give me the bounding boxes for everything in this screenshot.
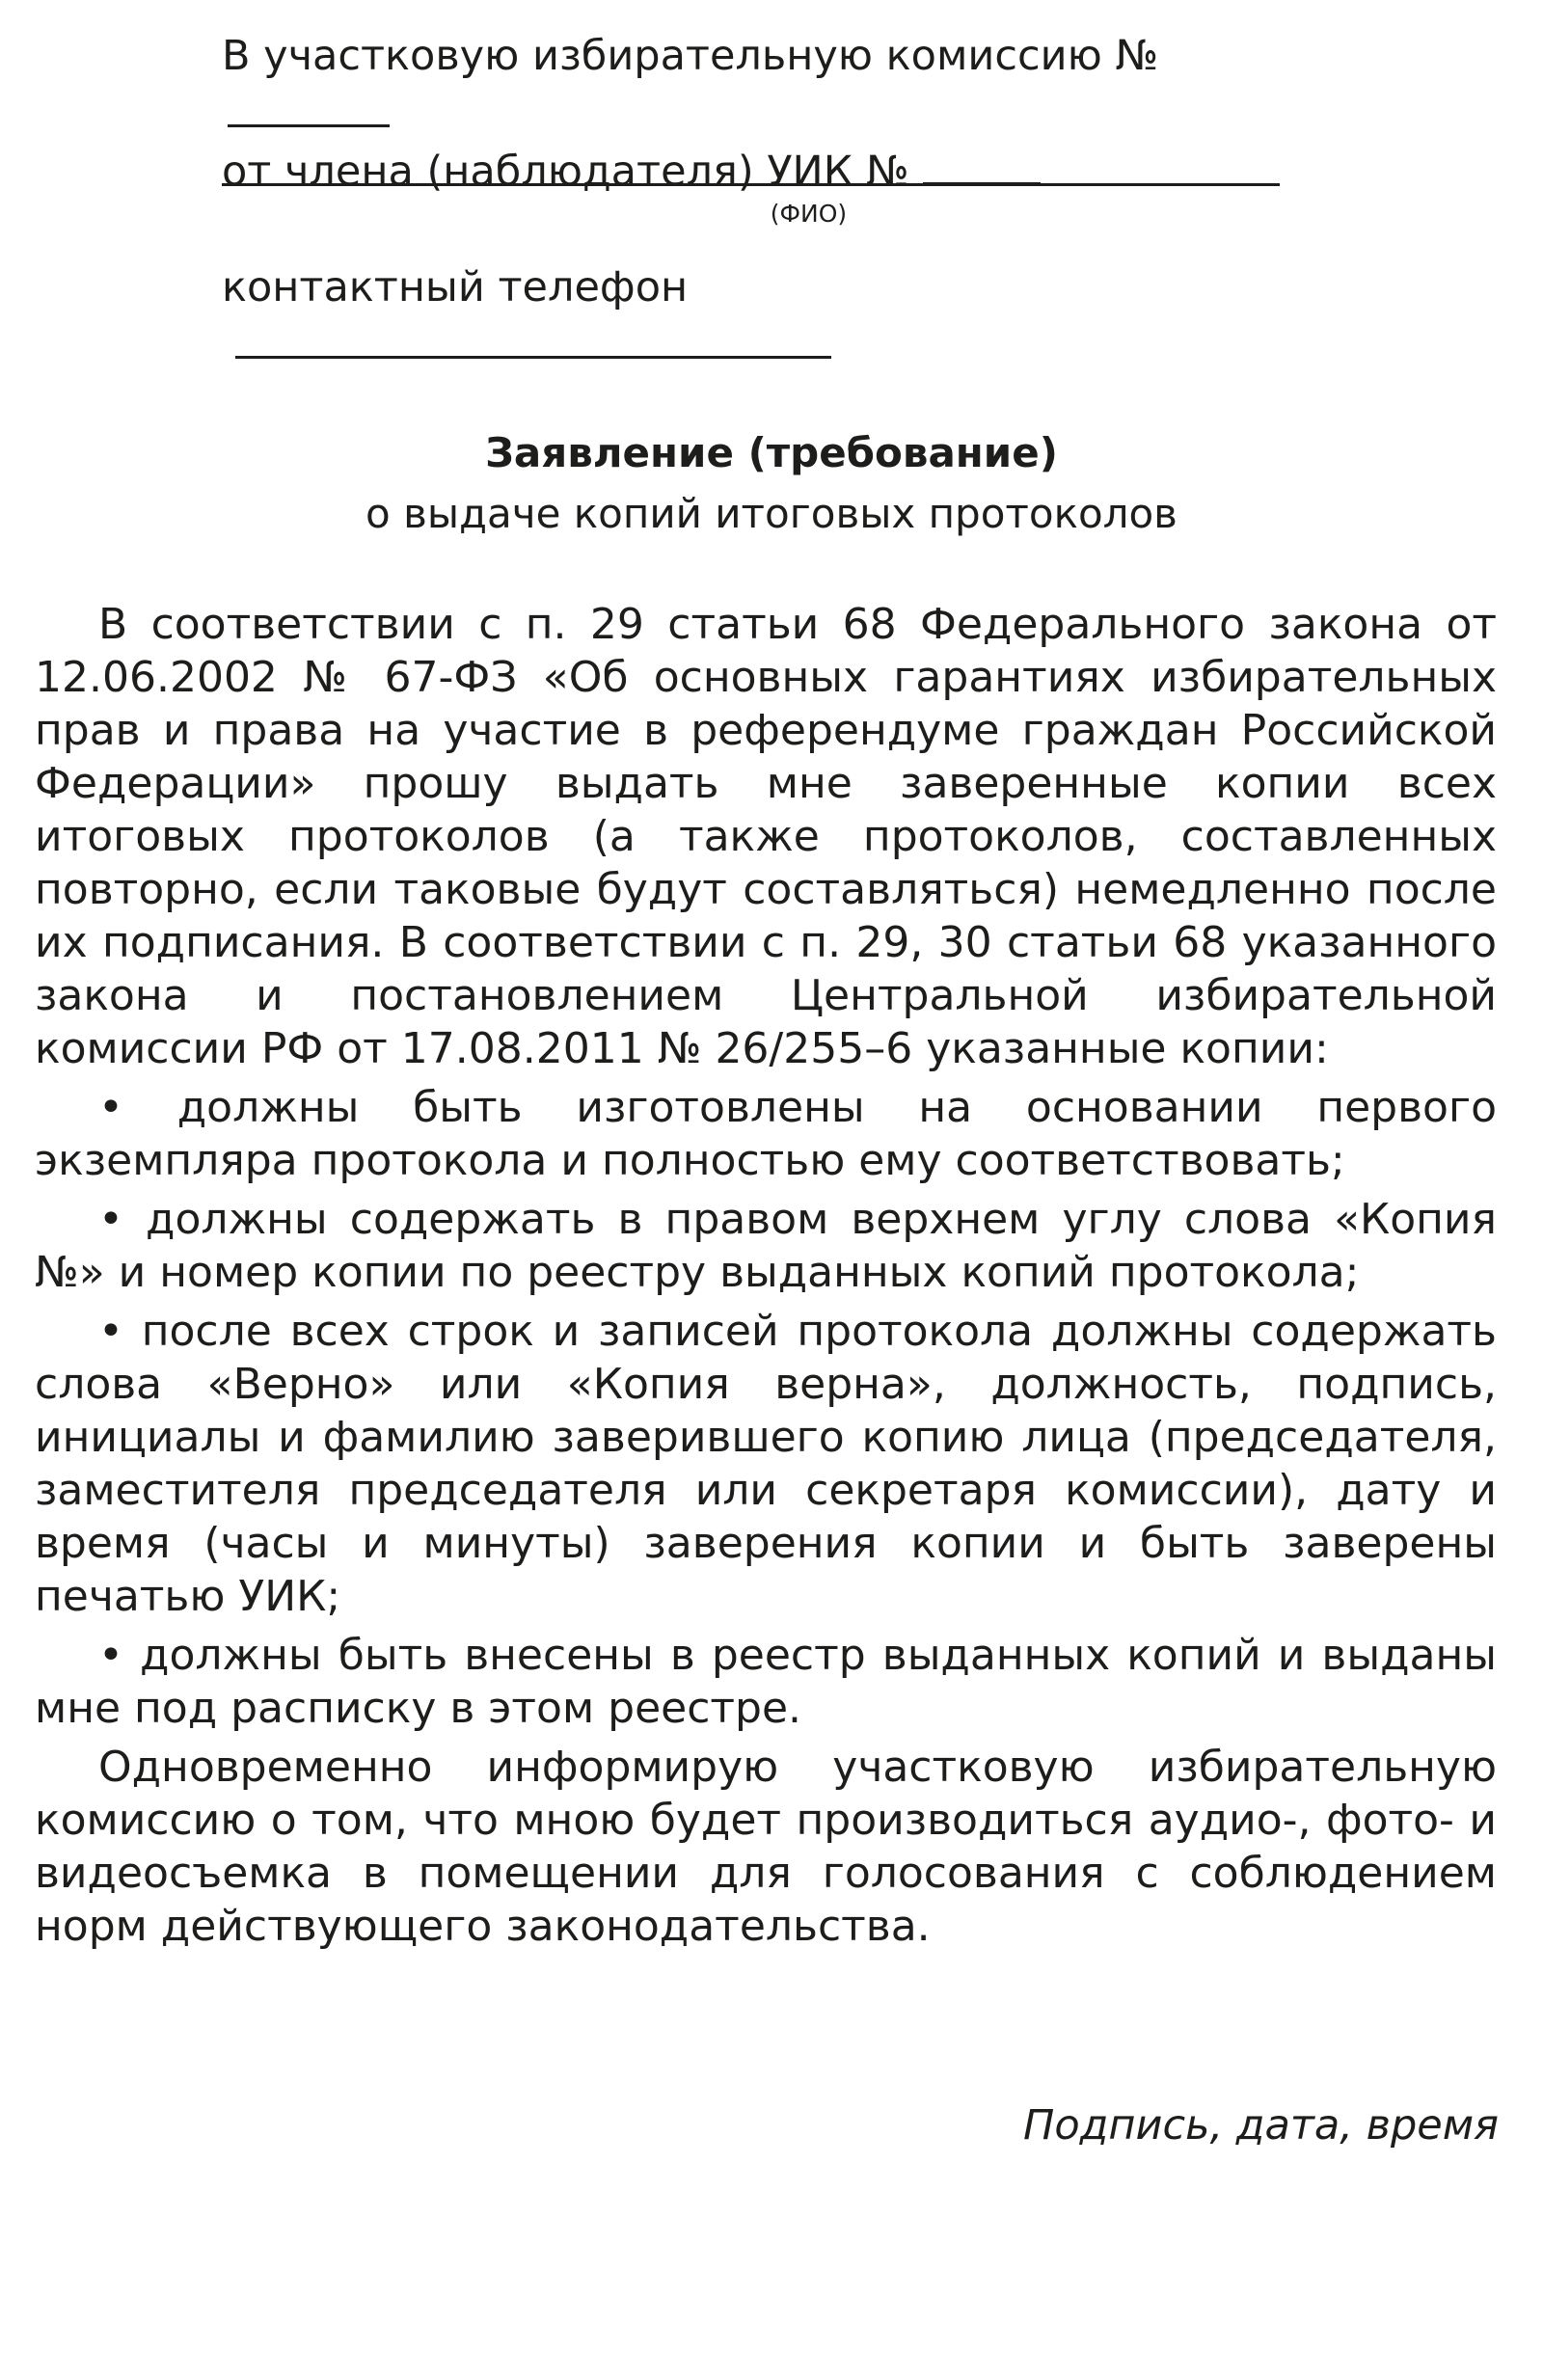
document-body xyxy=(35,598,1497,1953)
bullet-item: • должны быть внесены в реестр выданных копий и выданы мне под расписку в этом реестре. xyxy=(35,1631,1497,1733)
addressee-label: В участковую избирательную комиссию № xyxy=(222,32,1159,80)
bullet-item: • должны содержать в правом верхнем углу слова «Копия №» и номер копии по реестру выданных копий протокола; xyxy=(35,1195,1497,1297)
addressee-line xyxy=(222,27,1283,143)
sender-line xyxy=(222,143,1283,201)
document-title: Заявление (требование) xyxy=(485,429,1058,476)
paragraph-request: В соответствии с п. 29 статьи 68 Федерального закона от 12.06.2002 № 67-ФЗ «Об основных гарантиях избирательных прав и права на участие в референдуме граждан Российской Федерации» прошу выдать мне заверенные копии всех итоговых протоколов (а также протоколов, составленных повторно, если таковые будут составляться) немедленно после их подписания. В соответствии с п. 29, 30 статьи 68 указанного закона и постановлением Центральной избирательной комиссии РФ от 17.08.2011 № 26/255–6 указанные копии: xyxy=(35,600,1497,1073)
bullet-item: • после всех строк и записей протокола должны содержать слова «Верно» или «Копия верна», должность, подпись, инициалы и фамилию заверившего копию лица (председателя, заместителя председателя или секретаря комиссии), дату и время (часы и минуты) заверения копии и быть заверены печатью УИК; xyxy=(35,1307,1497,1621)
phone-label: контактный телефон xyxy=(222,263,689,311)
paragraph-notice: Одновременно информирую участковую избирательную комиссию о том, что мною будет производиться аудио-, фото- и видеосъемка в помещении для голосования с соблюдением норм действующего законодательства. xyxy=(35,1743,1497,1951)
phone-blank[interactable] xyxy=(235,355,831,359)
bullet-item: • должны быть изготовлены на основании первого экземпляра протокола и полностью ему соответствовать; xyxy=(35,1083,1497,1185)
phone-line xyxy=(222,258,1283,374)
addressee-block xyxy=(222,27,1283,201)
commission-number-blank[interactable] xyxy=(228,123,390,127)
fio-caption: (ФИО) xyxy=(770,200,848,228)
sender-label: от члена (наблюдателя) УИК № xyxy=(222,148,909,196)
fio-blank[interactable] xyxy=(222,183,1280,186)
signature-caption: Подпись, дата, время xyxy=(1023,2101,1499,2150)
document-subtitle: о выдаче копий итоговых протоколов xyxy=(365,490,1178,537)
